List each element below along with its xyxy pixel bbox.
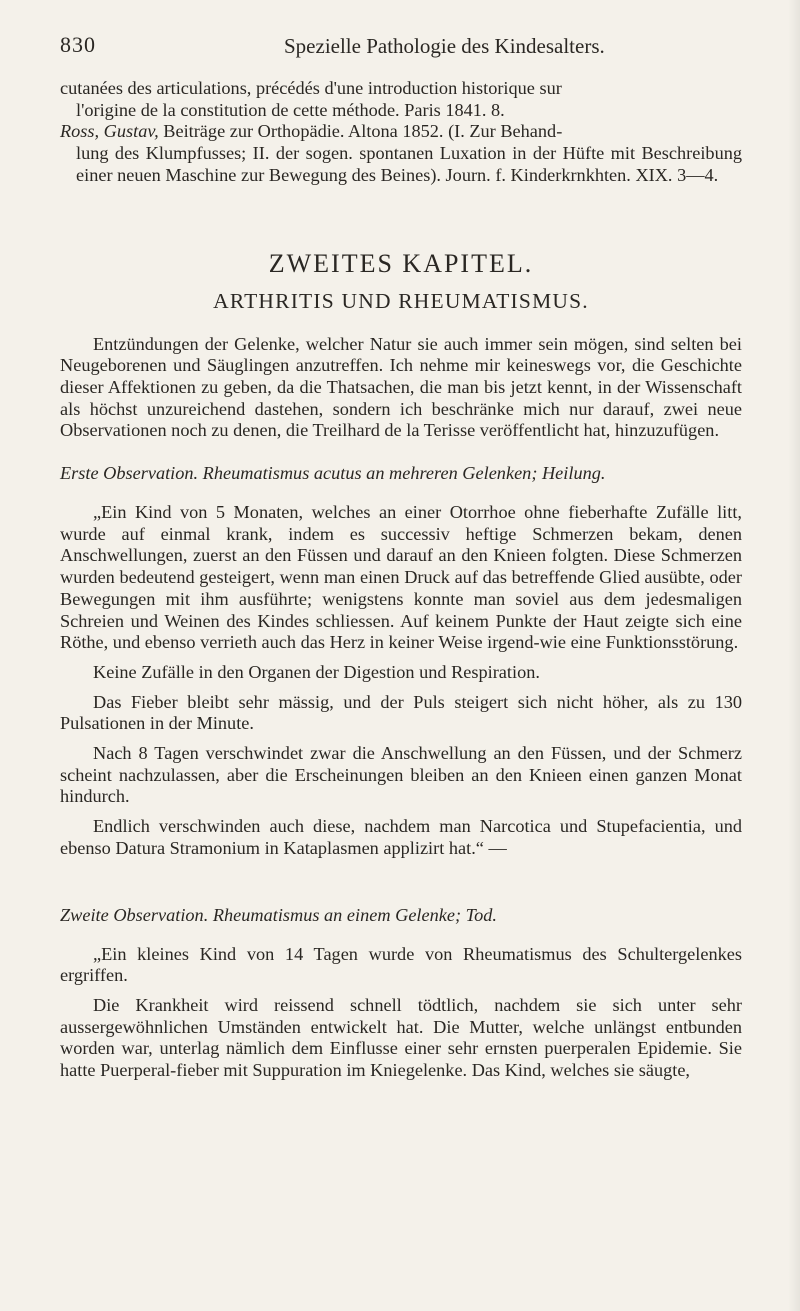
observation-paragraph: Das Fieber bleibt sehr mässig, und der Puls steigert sich nicht höher, als zu 130 Pulsationen in der Minute. — [60, 691, 742, 734]
chapter-heading: ZWEITES KAPITEL. — [268, 248, 534, 278]
reference-continuation: lung des Klumpfusses; II. der sogen. spontanen Luxation in der Hüfte mit Beschreibung einer neuen Maschine zur Bewegung des Beines). Journ. f. Kinderkrnkhten. XIX. 3—4. — [76, 143, 742, 185]
page-number: 830 — [60, 32, 96, 57]
running-title: Spezielle Pathologie des Kindesalters. — [284, 34, 605, 58]
observation-paragraph: Endlich verschwinden auch diese, nachdem man Narcotica und Stupefacientia, und ebenso Datura Stramonium in Kataplasmen applizirt hat.“ — — [60, 816, 742, 858]
reference-entry — [60, 78, 742, 121]
observation-paragraph: „Ein Kind von 5 Monaten, welches an einer Otorrhoe ohne fieberhafte Zufälle litt, wurde auf einmal krank, indem es successiv heftige Schmerzen bekam, denen Anschwellungen, zuerst an den Füssen und darauf an den Knieen folgten. Diese Schmerzen wurden bedeutend gesteigert, wenn man einen Druck auf das betreffende Glied ausübte, oder Bewegungen mit ihm ausführte; wenigstens konnte man soviel aus dem jedesmaligen Schreien und Weinen des Kindes schliessen. Auf keinem Punkte der Haut zeigte sich eine Röthe, und ebenso verrieth auch das Herz in keiner Weise irgend-wie eine Funktionsstörung. — [60, 502, 742, 653]
observation-paragraph: Nach 8 Tagen verschwindet zwar die Anschwellung an den Füssen, und der Schmerz scheint nachzulassen, aber die Erscheinungen bleiben an den Knieen einen ganzen Monat hindurch. — [60, 743, 742, 807]
reference-continuation: l'origine de la constitution de cette méthode. Paris 1841. 8. — [76, 99, 505, 120]
observation-paragraph: „Ein kleines Kind von 14 Tagen wurde von Rheumatismus des Schultergelenkes ergriffen. — [60, 943, 742, 986]
reference-line: Beiträge zur Orthopädie. Altona 1852. (I. Zur Behand- — [158, 121, 563, 142]
observation-paragraph: Keine Zufälle in den Organen der Digestion und Respiration. — [93, 661, 540, 682]
reference-author: Ross, Gustav, — [60, 121, 159, 142]
chapter-subheading: ARTHRITIS UND RHEUMATISMUS. — [213, 288, 589, 313]
reference-entry — [60, 121, 742, 186]
reference-line: cutanées des articulations, précédés d'une introduction historique sur — [60, 78, 562, 98]
observation-paragraph: Die Krankheit wird reissend schnell tödtlich, nachdem sie sich unter sehr aussergewöhnlichen Umständen entwickelt hat. Die Mutter, welche unlängst entbunden worden war, unterlag nämlich dem Einflusse einer sehr ernsten puerperalen Epidemie. Sie hatte Puerperal-fieber mit Suppuration im Kniegelenke. Das Kind, welches sie säugte, — [60, 994, 742, 1081]
observation-title: Zweite Observation. Rheumatismus an einem Gelenke; Tod. — [60, 904, 497, 925]
page-content — [60, 78, 742, 1082]
intro-paragraph: Entzündungen der Gelenke, welcher Natur sie auch immer sein mögen, sind selten bei Neugeborenen und Säuglingen anzutreffen. Ich nehme mir keineswegs vor, die Geschichte dieser Affektionen zu geben, da die Thatsachen, die man bis jetzt kennt, in der Wissenschaft als höchst unzureichend dastehen, sondern ich beschränke mich nur darauf, zwei neue Observationen noch zu denen, die Treilhard de la Terisse veröffentlicht hat, hinzuzufügen. — [60, 333, 742, 441]
page-edge-shadow — [788, 0, 800, 1311]
observation-title: Erste Observation. Rheumatismus acutus an mehreren Gelenken; Heilung. — [60, 463, 606, 484]
page-header — [60, 32, 740, 60]
